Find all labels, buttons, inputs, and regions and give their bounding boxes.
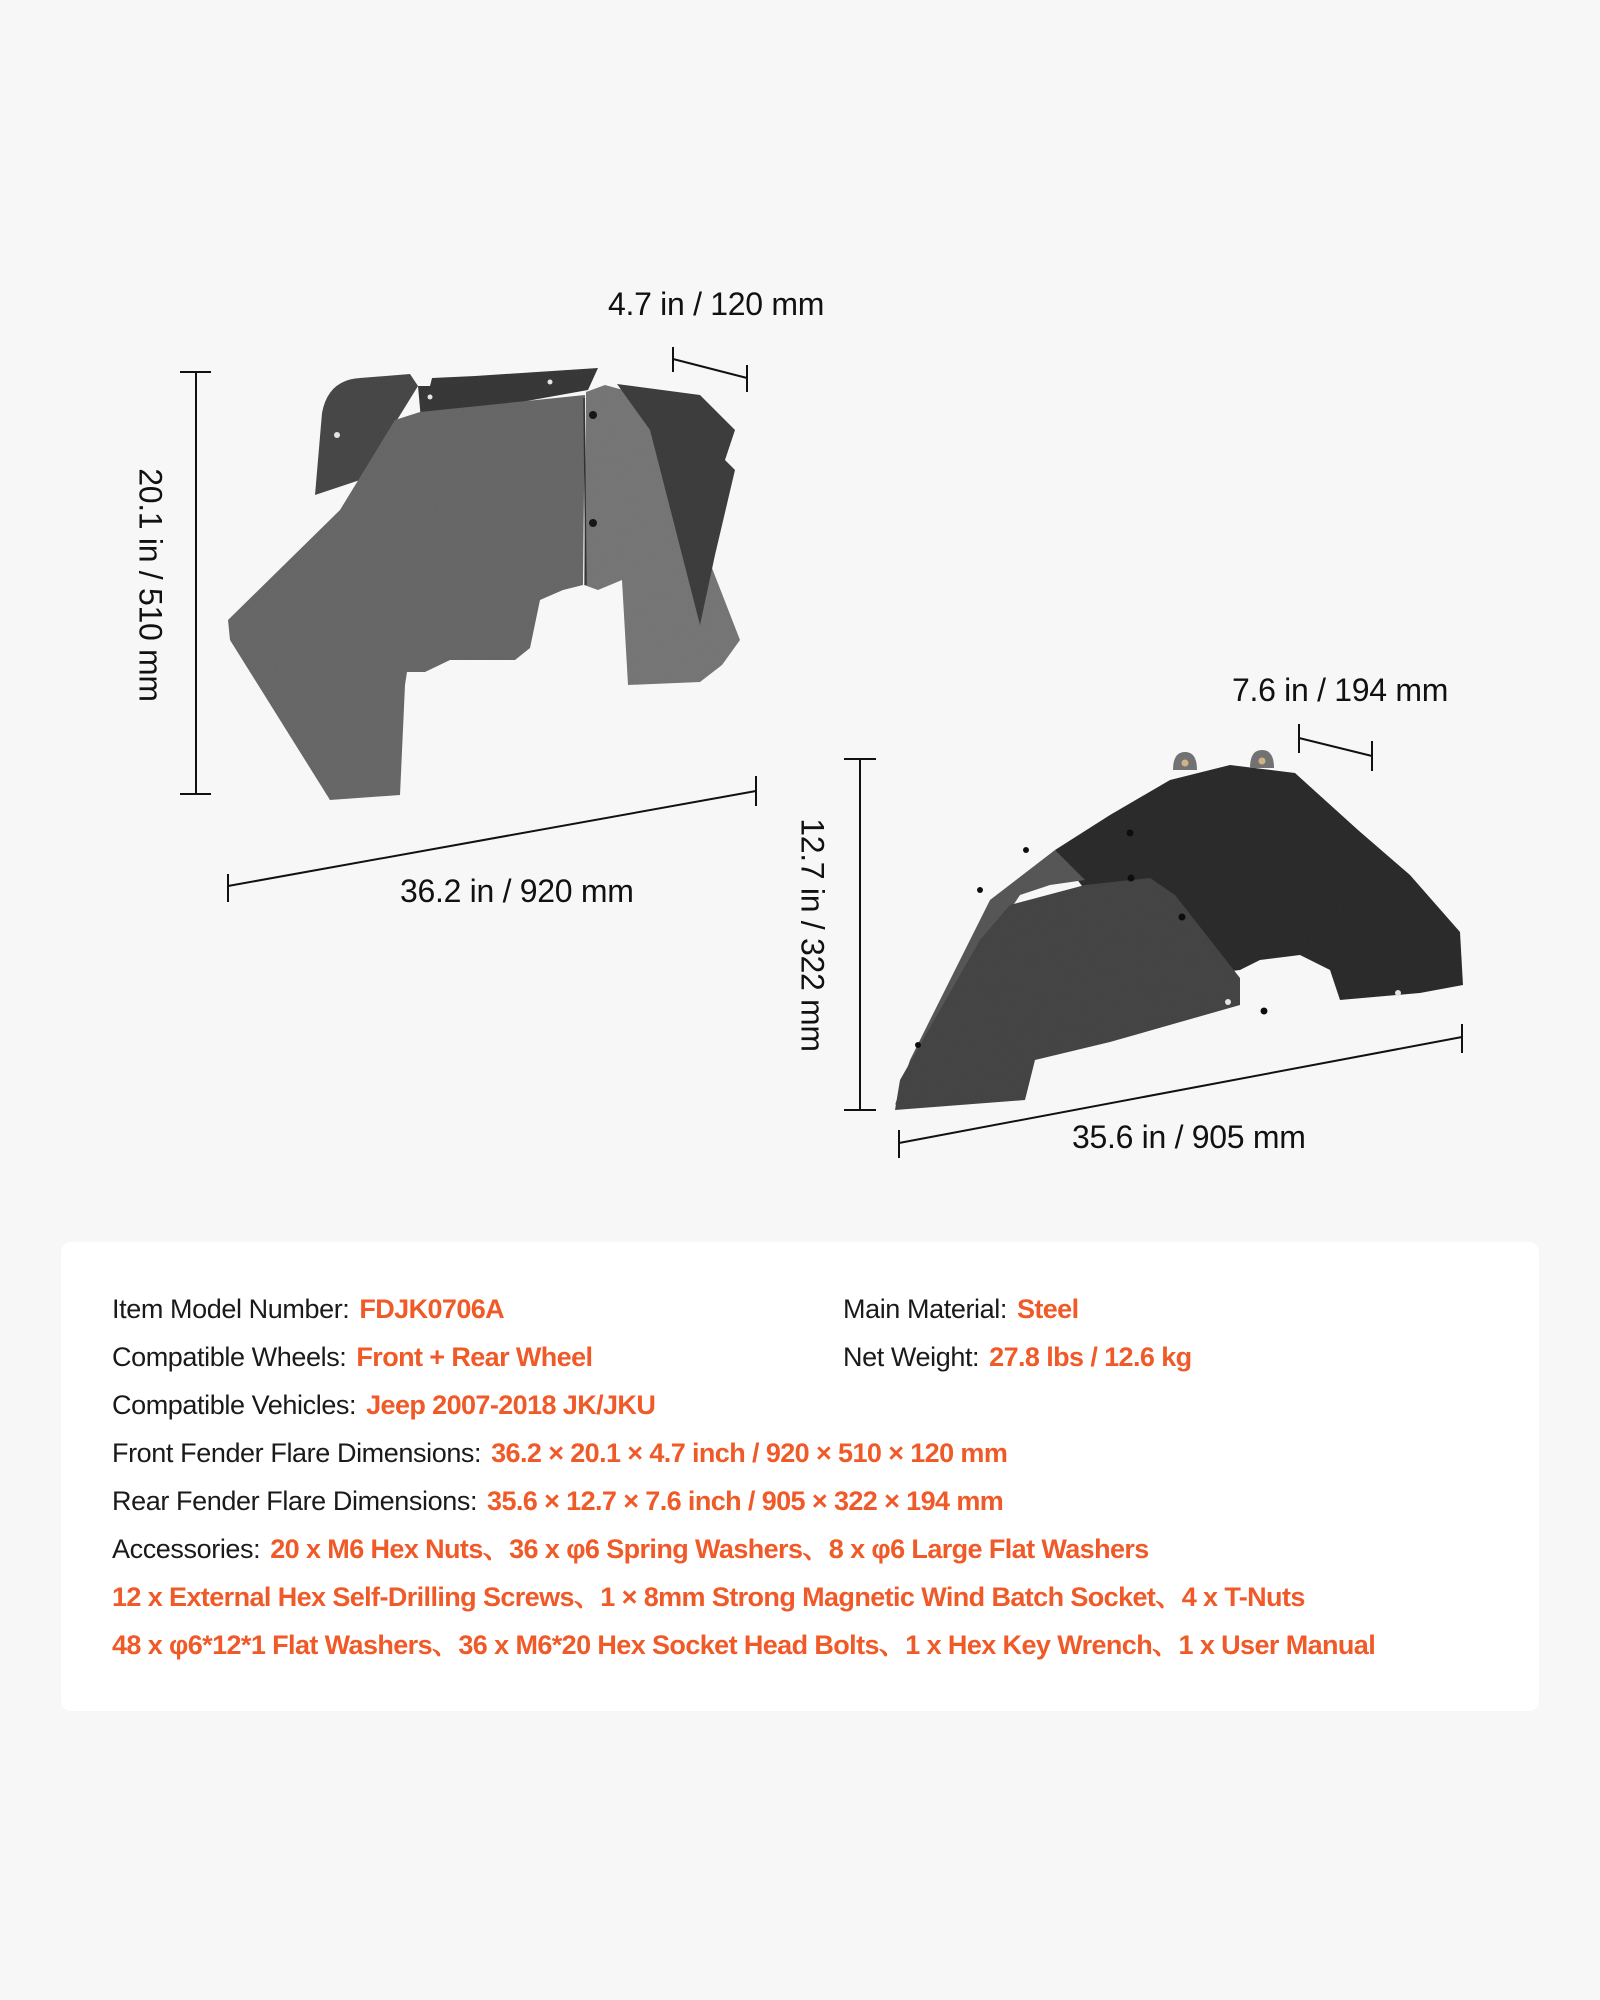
rear-length-label: 35.6 in / 905 mm: [1072, 1119, 1306, 1155]
spec-value: Steel: [1016, 1294, 1079, 1324]
spec-label: Compatible Vehicles:: [112, 1390, 357, 1420]
rear-depth-label: 7.6 in / 194 mm: [1232, 672, 1449, 708]
front-length-label: 36.2 in / 920 mm: [400, 873, 634, 909]
spec-wheels: [112, 1340, 592, 1374]
spec-front-dimensions: [112, 1436, 1007, 1470]
spec-value: Jeep 2007-2018 JK/JKU: [366, 1390, 656, 1420]
front-depth-label: 4.7 in / 120 mm: [608, 286, 825, 322]
spec-label: Rear Fender Flare Dimensions:: [112, 1486, 478, 1516]
rear-fender-image: [895, 750, 1463, 1110]
spec-label: Accessories:: [112, 1534, 261, 1564]
spec-label: Compatible Wheels:: [112, 1342, 347, 1372]
spec-accessories: [112, 1532, 1149, 1566]
spec-value: 35.6 × 12.7 × 7.6 inch / 905 × 322 × 194 mm: [487, 1486, 1004, 1516]
spec-weight: [843, 1340, 1192, 1374]
spec-rear-dimensions: [112, 1484, 1003, 1518]
spec-material: [843, 1292, 1079, 1326]
accessories-continued: [112, 1580, 1305, 1614]
spec-label: Front Fender Flare Dimensions:: [112, 1438, 482, 1468]
specs-card: [61, 1242, 1539, 1711]
spec-label: Net Weight:: [843, 1342, 980, 1372]
front-fender-image: [228, 368, 740, 800]
spec-label: Main Material:: [843, 1294, 1007, 1324]
spec-vehicles: [112, 1388, 655, 1422]
spec-value: 27.8 lbs / 12.6 kg: [989, 1342, 1192, 1372]
spec-value: Front + Rear Wheel: [356, 1342, 593, 1372]
spec-value: 36.2 × 20.1 × 4.7 inch / 920 × 510 × 120 mm: [491, 1438, 1008, 1468]
accessories-continued: [112, 1628, 1375, 1662]
rear-height-label: 12.7 in / 322 mm: [794, 818, 831, 1052]
spec-value: FDJK0706A: [359, 1294, 505, 1324]
accessories-line-3: 48 x φ6*12*1 Flat Washers、36 x M6*20 Hex Socket Head Bolts、1 x Hex Key Wrench、1 x User Manual: [112, 1630, 1376, 1660]
spec-label: Item Model Number:: [112, 1294, 350, 1324]
accessories-line-1: 20 x M6 Hex Nuts、36 x φ6 Spring Washers、8 x φ6 Large Flat Washers: [270, 1534, 1149, 1564]
spec-model-number: [112, 1292, 504, 1326]
front-height-label: 20.1 in / 510 mm: [132, 468, 169, 702]
accessories-line-2: 12 x External Hex Self-Drilling Screws、1 × 8mm Strong Magnetic Wind Batch Socket、4 x T-Nuts: [112, 1582, 1305, 1612]
